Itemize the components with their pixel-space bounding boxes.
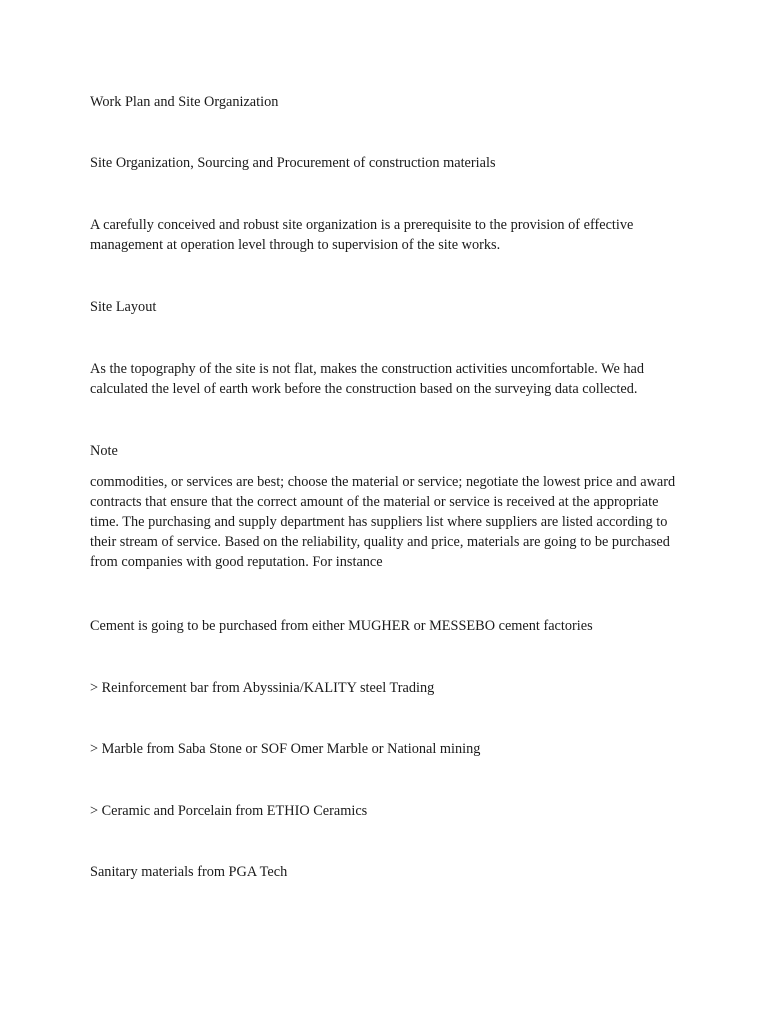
rebar-supplier-line: > Reinforcement bar from Abyssinia/KALITY steel Trading: [90, 680, 435, 696]
ceramic-supplier-line: > Ceramic and Porcelain from ETHIO Ceramics: [90, 803, 368, 819]
sanitary-supplier-line: Sanitary materials from PGA Tech: [90, 864, 288, 880]
topography-paragraph: As the topography of the site is not flat, makes the construction activities uncomfortable. We had calculated the level of earth work before the construction based on the surveying data collected.: [90, 361, 645, 397]
note-label: Note: [90, 443, 118, 459]
section-heading-sourcing: Site Organization, Sourcing and Procurement of construction materials: [90, 155, 496, 171]
section-heading-site-layout: Site Layout: [90, 299, 157, 315]
document-title: Work Plan and Site Organization: [90, 94, 279, 110]
marble-supplier-line: > Marble from Saba Stone or SOF Omer Marble or National mining: [90, 741, 481, 757]
intro-paragraph: A carefully conceived and robust site organization is a prerequisite to the provision of effective management at operation level through to supervision of the site works.: [90, 217, 634, 253]
commodities-paragraph: commodities, or services are best; choose the material or service; negotiate the lowest price and award contracts that ensure that the correct amount of the material or service is received at the appropriate time. The purchasing and supply department has suppliers list where suppliers are listed according to their stream of service. Based on the reliability, quality and price, materials are going to be purchased from companies with good reputation. For instance: [90, 474, 676, 570]
cement-supplier-line: Cement is going to be purchased from either MUGHER or MESSEBO cement factories: [90, 618, 593, 634]
